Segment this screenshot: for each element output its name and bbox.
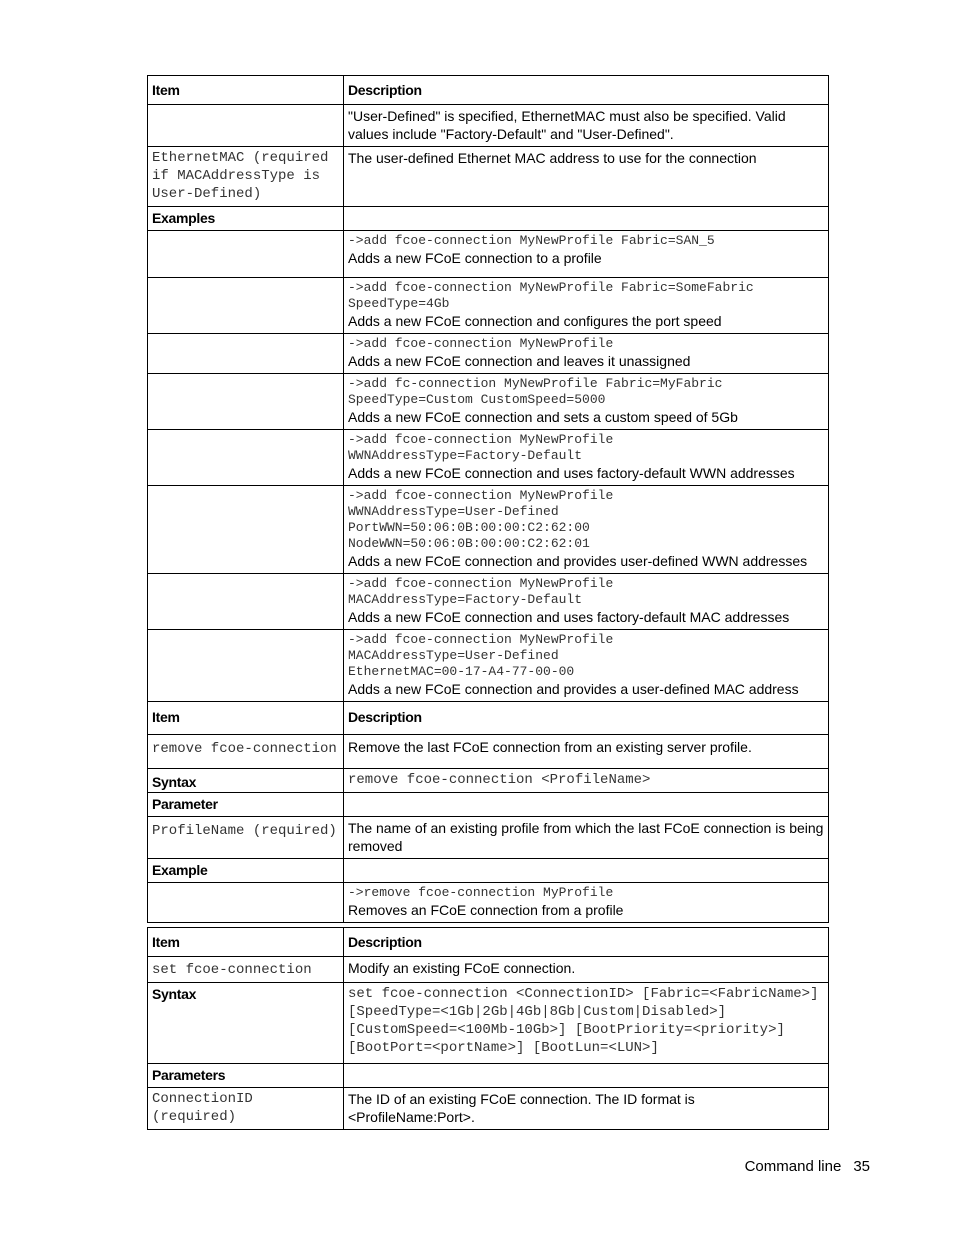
example-code: ->add fcoe-connection MyNewProfile — [348, 336, 614, 351]
example-description: Adds a new FCoE connection and provides user-defined WWN addresses — [348, 553, 808, 569]
footer-section: Command line — [744, 1158, 842, 1175]
command-name: remove fcoe-connection — [148, 735, 344, 769]
example-row — [148, 630, 829, 702]
example-label: Example — [148, 859, 344, 883]
header-description: Description — [344, 76, 829, 105]
header-item: Item — [148, 702, 344, 735]
empty-cell — [344, 859, 829, 883]
example-description: Adds a new FCoE connection and sets a custom speed of 5Gb — [348, 409, 738, 425]
header-description: Description — [344, 702, 829, 735]
header-item: Item — [148, 928, 344, 957]
example-row — [148, 883, 829, 923]
param-profilename-description: The name of an existing profile from which the last FCoE connection is being removed — [344, 817, 829, 859]
table-row — [148, 957, 829, 983]
table-header-row — [148, 928, 829, 957]
param-connectionid: ConnectionID (required) — [148, 1088, 344, 1130]
section-row — [148, 859, 829, 883]
example-description: Adds a new FCoE connection and configures the port speed — [348, 313, 722, 329]
parameter-label: Parameter — [148, 793, 344, 817]
section-row — [148, 769, 829, 793]
table-row — [148, 735, 829, 769]
section-row — [148, 793, 829, 817]
command-name: set fcoe-connection — [148, 957, 344, 983]
example-row — [148, 486, 829, 574]
command-description: Remove the last FCoE connection from an existing server profile. — [344, 735, 829, 769]
example-description: Adds a new FCoE connection to a profile — [348, 250, 602, 266]
example-code: ->add fcoe-connection MyNewProfile WWNAddressType=Factory-Default — [348, 432, 614, 463]
examples-label: Examples — [148, 207, 344, 231]
param-ethernetmac-description: The user-defined Ethernet MAC address to use for the connection — [344, 147, 829, 207]
syntax-label: Syntax — [148, 769, 344, 793]
example-row — [148, 278, 829, 334]
example-description: Adds a new FCoE connection and uses factory-default MAC addresses — [348, 609, 790, 625]
section-row — [148, 1064, 829, 1088]
table-row — [148, 147, 829, 207]
empty-cell — [148, 105, 344, 147]
example-code: ->add fcoe-connection MyNewProfile Fabric=SomeFabric SpeedType=4Gb — [348, 280, 754, 311]
command-description: Modify an existing FCoE connection. — [344, 957, 829, 983]
header-item: Item — [148, 76, 344, 105]
syntax-value: set fcoe-connection <ConnectionID> [Fabric=<FabricName>] [SpeedType=<1Gb|2Gb|4Gb|8Gb|Custom|Disabled>] [CustomSpeed=<100Mb-10Gb>] [BootPriority=<priority>] [BootPort=<portName>] [BootLun=<LUN>] — [344, 983, 829, 1064]
table-row — [148, 817, 829, 859]
table-header-row — [148, 702, 829, 735]
syntax-label: Syntax — [148, 983, 344, 1064]
table-row — [148, 105, 829, 147]
empty-cell — [344, 1064, 829, 1088]
example-description: Removes an FCoE connection from a profile — [348, 902, 624, 918]
set-fcoe-connection-table — [147, 927, 829, 1130]
section-row — [148, 207, 829, 231]
example-code: ->remove fcoe-connection MyProfile — [348, 885, 614, 900]
example-row — [148, 334, 829, 374]
header-description: Description — [344, 928, 829, 957]
parameters-label: Parameters — [148, 1064, 344, 1088]
example-code: ->add fcoe-connection MyNewProfile MACAddressType=Factory-Default — [348, 576, 614, 607]
example-description: Adds a new FCoE connection and uses factory-default WWN addresses — [348, 465, 795, 481]
param-connectionid-description: The ID of an existing FCoE connection. The ID format is <ProfileName:Port>. — [344, 1088, 829, 1130]
example-row — [148, 374, 829, 430]
example-row — [148, 430, 829, 486]
example-code: ->add fcoe-connection MyNewProfile MACAddressType=User-Defined EthernetMAC=00-17-A4-77-00-00 — [348, 632, 614, 679]
example-description: Adds a new FCoE connection and provides a user-defined MAC address — [348, 681, 799, 697]
page-footer — [700, 1158, 870, 1175]
empty-cell — [344, 207, 829, 231]
example-code: ->add fcoe-connection MyNewProfile WWNAddressType=User-Defined PortWWN=50:06:0B:00:00:C2:62:00 NodeWWN=50:06:0B:00:00:C2:62:01 — [348, 488, 614, 551]
param-profilename: ProfileName (required) — [148, 817, 344, 859]
param-ethernetmac: EthernetMAC (required if MACAddressType is User-Defined) — [148, 147, 344, 207]
example-description: Adds a new FCoE connection and leaves it unassigned — [348, 353, 691, 369]
example-code: ->add fc-connection MyNewProfile Fabric=MyFabric SpeedType=Custom CustomSpeed=5000 — [348, 376, 723, 407]
continued-description: "User-Defined" is specified, EthernetMAC must also be specified. Valid values include "Factory-Default" and "User-Defined". — [344, 105, 829, 147]
page-number: 35 — [853, 1158, 870, 1175]
table-header-row — [148, 76, 829, 105]
example-row — [148, 574, 829, 630]
add-fcoe-connection-table-continued — [147, 75, 829, 702]
section-row — [148, 983, 829, 1064]
example-row — [148, 231, 829, 278]
table-row — [148, 1088, 829, 1130]
empty-cell — [344, 793, 829, 817]
example-code: ->add fcoe-connection MyNewProfile Fabric=SAN_5 — [348, 233, 715, 248]
remove-fcoe-connection-table — [147, 701, 829, 923]
syntax-value: remove fcoe-connection <ProfileName> — [344, 769, 829, 793]
